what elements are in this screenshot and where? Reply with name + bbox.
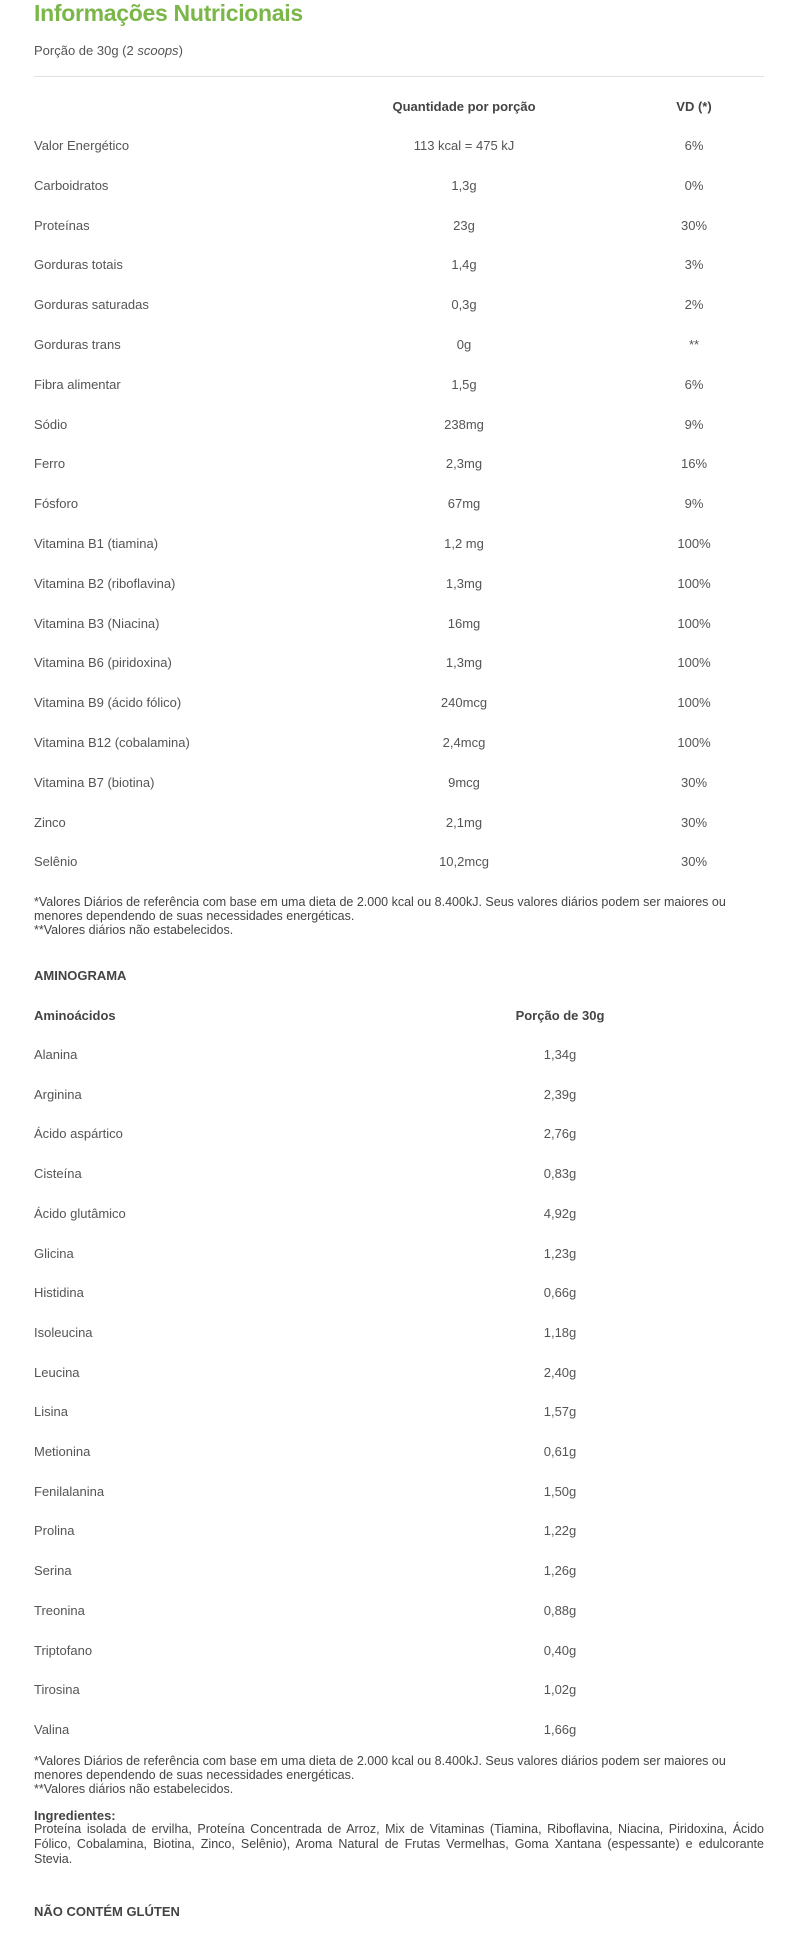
aminoacid-value: 0,83g xyxy=(543,1166,577,1182)
footnote-reference: *Valores Diários de referência com base em uma dieta de 2.000 kcal ou 8.400kJ. Seus valores diários podem ser maiores ou menores dependendo de suas necessidades energéticas. xyxy=(34,1754,726,1782)
nutrient-vd: 30% xyxy=(680,854,708,870)
nutrition-row xyxy=(34,815,764,835)
aminoacid-value: 1,23g xyxy=(543,1245,577,1261)
nutrient-name: Vitamina B3 (Niacina) xyxy=(34,615,160,631)
nutrient-name: Vitamina B12 (cobalamina) xyxy=(34,735,190,750)
nutrient-quantity: 10,2mcg xyxy=(439,854,489,870)
nutrient-vd: 0% xyxy=(684,177,704,193)
header-portion: Porção de 30g xyxy=(515,1008,605,1023)
aminoacid-value: 4,92g xyxy=(543,1205,577,1221)
header-quantity: Quantidade por porção xyxy=(392,99,536,114)
nutrient-vd: 9% xyxy=(684,496,704,512)
aminoacid-name: Tirosina xyxy=(34,1682,80,1698)
aminoacid-name: Metionina xyxy=(34,1444,91,1459)
nutrient-quantity: 1,5g xyxy=(451,376,477,392)
aminoacid-row xyxy=(34,1285,764,1305)
aminoacid-name: Isoleucina xyxy=(34,1324,93,1340)
aminoacid-row xyxy=(34,1325,764,1345)
header-aminoacids: Aminoácidos xyxy=(34,1008,116,1023)
aminoacid-value: 1,18g xyxy=(543,1324,577,1340)
aminoacid-row xyxy=(34,1206,764,1226)
nutrient-vd: 100% xyxy=(677,536,711,551)
nutrient-vd: 16% xyxy=(680,456,708,472)
aminoacid-name: Lisina xyxy=(34,1404,68,1420)
aminoacid-name: Leucina xyxy=(34,1364,80,1380)
nutrient-quantity: 16mg xyxy=(447,615,481,631)
nutrient-quantity: 1,4g xyxy=(451,257,477,273)
nutrition-row xyxy=(34,695,764,715)
nutrient-quantity: 113 kcal = 475 kJ xyxy=(413,138,515,153)
footnote-reference: *Valores Diários de referência com base em uma dieta de 2.000 kcal ou 8.400kJ. Seus valores diários podem ser maiores ou menores dependendo de suas necessidades energéticas. xyxy=(34,895,726,923)
nutrient-name: Ferro xyxy=(34,456,66,472)
nutrition-row xyxy=(34,456,764,476)
nutrient-name: Carboidratos xyxy=(34,177,109,193)
aminoacid-name: Fenilalanina xyxy=(34,1483,105,1499)
aminoacid-row xyxy=(34,1523,764,1543)
nutrient-quantity: 2,4mcg xyxy=(442,735,486,750)
aminoacid-row xyxy=(34,1722,764,1742)
gluten-notice: NÃO CONTÉM GLÚTEN xyxy=(34,1904,180,1919)
aminoacid-value: 2,39g xyxy=(543,1086,577,1102)
aminogram-footnote xyxy=(34,1754,764,1796)
nutrient-quantity: 1,2 mg xyxy=(444,536,484,551)
nutrient-quantity: 9mcg xyxy=(448,774,480,790)
nutrient-vd: ** xyxy=(688,337,700,352)
nutrient-name: Zinco xyxy=(34,814,66,830)
aminoacid-value: 1,57g xyxy=(543,1404,577,1420)
nutrient-vd: 100% xyxy=(677,735,711,750)
footnote-not-established: **Valores diários não estabelecidos. xyxy=(34,923,234,937)
nutrient-name: Vitamina B9 (ácido fólico) xyxy=(34,695,182,711)
aminoacid-name: Prolina xyxy=(34,1523,75,1539)
nutrient-name: Vitamina B7 (biotina) xyxy=(34,774,155,790)
aminoacid-row xyxy=(34,1444,764,1464)
serving-emph: scoops xyxy=(137,43,179,58)
aminoacid-name: Alanina xyxy=(34,1047,78,1062)
nutrition-row xyxy=(34,178,764,198)
aminoacid-name: Cisteína xyxy=(34,1166,82,1182)
nutrition-row xyxy=(34,138,764,158)
nutrient-name: Valor Energético xyxy=(34,138,130,153)
aminoacid-name: Ácido aspártico xyxy=(34,1126,123,1142)
aminoacid-row xyxy=(34,1404,764,1424)
aminoacid-value: 1,26g xyxy=(543,1563,577,1579)
nutrition-row xyxy=(34,735,764,755)
nutrient-name: Gorduras totais xyxy=(34,257,123,273)
aminoacid-value: 0,88g xyxy=(543,1602,577,1618)
aminoacid-name: Triptofano xyxy=(34,1642,93,1658)
aminoacid-row xyxy=(34,1365,764,1385)
aminoacid-value: 0,61g xyxy=(543,1444,577,1459)
nutrition-row xyxy=(34,775,764,795)
nutrient-vd: 6% xyxy=(684,138,704,153)
nutrition-footnote xyxy=(34,895,764,937)
nutrient-vd: 100% xyxy=(677,575,711,591)
aminoacid-value: 2,40g xyxy=(543,1364,577,1380)
aminogram-title: AMINOGRAMA xyxy=(34,968,127,983)
nutrition-row xyxy=(34,377,764,397)
header-vd: VD (*) xyxy=(676,99,712,114)
aminoacid-value: 1,22g xyxy=(543,1523,577,1539)
aminoacid-name: Histidina xyxy=(34,1285,84,1301)
nutrient-quantity: 1,3g xyxy=(451,177,477,193)
nutrition-row xyxy=(34,854,764,874)
nutrient-name: Vitamina B1 (tiamina) xyxy=(34,536,159,551)
nutrition-row xyxy=(34,218,764,238)
nutrient-quantity: 1,3mg xyxy=(445,575,483,591)
aminoacid-value: 2,76g xyxy=(543,1126,577,1142)
aminoacid-row xyxy=(34,1603,764,1623)
nutrient-quantity: 238mg xyxy=(444,416,484,432)
nutrient-name: Fósforo xyxy=(34,496,79,512)
nutrient-name: Sódio xyxy=(34,416,68,432)
nutrient-name: Fibra alimentar xyxy=(34,376,121,392)
serving-suffix: ) xyxy=(178,43,183,58)
nutrient-vd: 100% xyxy=(677,615,711,631)
nutrient-name: Gorduras trans xyxy=(34,337,121,352)
nutrient-vd: 30% xyxy=(680,774,708,790)
aminoacid-row xyxy=(34,1246,764,1266)
nutrient-name: Vitamina B6 (piridoxina) xyxy=(34,655,172,671)
nutrition-row xyxy=(34,417,764,437)
aminoacid-name: Arginina xyxy=(34,1086,82,1102)
nutrient-quantity: 0g xyxy=(456,337,472,352)
nutrition-row xyxy=(34,257,764,277)
nutrient-quantity: 67mg xyxy=(447,496,481,512)
ingredients-title: Ingredientes: xyxy=(34,1808,116,1823)
aminoacid-row xyxy=(34,1682,764,1702)
ingredients-text: Proteína isolada de ervilha, Proteína Concentrada de Arroz, Mix de Vitaminas (Tiamina, Riboflavina, Niacina, Piridoxina, Ácido Fólico, Cobalamina, Biotina, Zinco, Selênio), Aroma Natural de Frutas Vermelhas, Goma Xantana (espessante) e edulcorante Stevia. xyxy=(34,1822,764,1866)
serving-prefix: Porção de 30g (2 xyxy=(34,43,138,58)
aminoacid-row xyxy=(34,1047,764,1067)
nutrient-vd: 100% xyxy=(677,655,711,671)
aminoacid-name: Glicina xyxy=(34,1245,74,1261)
aminoacid-row xyxy=(34,1166,764,1186)
nutrient-quantity: 2,3mg xyxy=(445,456,483,472)
aminoacid-value: 1,02g xyxy=(543,1682,577,1698)
nutrition-row xyxy=(34,576,764,596)
nutrition-row xyxy=(34,337,764,357)
nutrient-name: Selênio xyxy=(34,854,78,870)
nutrient-quantity: 23g xyxy=(453,217,475,233)
aminoacid-name: Treonina xyxy=(34,1602,85,1618)
nutrient-vd: 30% xyxy=(680,217,708,233)
nutrient-vd: 30% xyxy=(680,814,708,830)
nutrient-name: Vitamina B2 (riboflavina) xyxy=(34,575,176,591)
aminoacid-name: Ácido glutâmico xyxy=(34,1205,126,1221)
nutrient-quantity: 0,3g xyxy=(451,297,477,313)
nutrient-name: Proteínas xyxy=(34,217,90,233)
aminoacid-row xyxy=(34,1087,764,1107)
aminoacid-row xyxy=(34,1484,764,1504)
nutrition-row xyxy=(34,496,764,516)
aminoacid-value: 1,34g xyxy=(543,1047,577,1062)
serving-size xyxy=(34,43,183,58)
nutrition-row xyxy=(34,536,764,556)
aminoacid-value: 0,66g xyxy=(543,1285,577,1301)
nutrient-vd: 3% xyxy=(684,257,704,273)
aminoacid-row xyxy=(34,1563,764,1583)
aminoacid-value: 1,66g xyxy=(543,1721,577,1737)
nutrient-quantity: 2,1mg xyxy=(445,814,483,830)
nutrient-vd: 2% xyxy=(684,297,704,313)
aminoacid-row xyxy=(34,1643,764,1663)
footnote-not-established: **Valores diários não estabelecidos. xyxy=(34,1782,234,1796)
nutrition-row xyxy=(34,616,764,636)
aminoacid-value: 1,50g xyxy=(543,1483,577,1499)
nutrient-vd: 6% xyxy=(684,376,704,392)
nutrition-row xyxy=(34,655,764,675)
nutrient-name: Gorduras saturadas xyxy=(34,297,149,313)
page-title: Informações Nutricionais xyxy=(34,0,303,26)
nutrient-vd: 9% xyxy=(684,416,704,432)
nutrient-quantity: 1,3mg xyxy=(445,655,483,671)
divider xyxy=(34,76,764,77)
nutrition-row xyxy=(34,297,764,317)
nutrient-quantity: 240mcg xyxy=(440,695,488,711)
nutrient-vd: 100% xyxy=(677,695,711,711)
aminoacid-name: Serina xyxy=(34,1563,72,1579)
aminoacid-row xyxy=(34,1126,764,1146)
aminoacid-name: Valina xyxy=(34,1721,70,1737)
aminoacid-value: 0,40g xyxy=(543,1642,577,1658)
